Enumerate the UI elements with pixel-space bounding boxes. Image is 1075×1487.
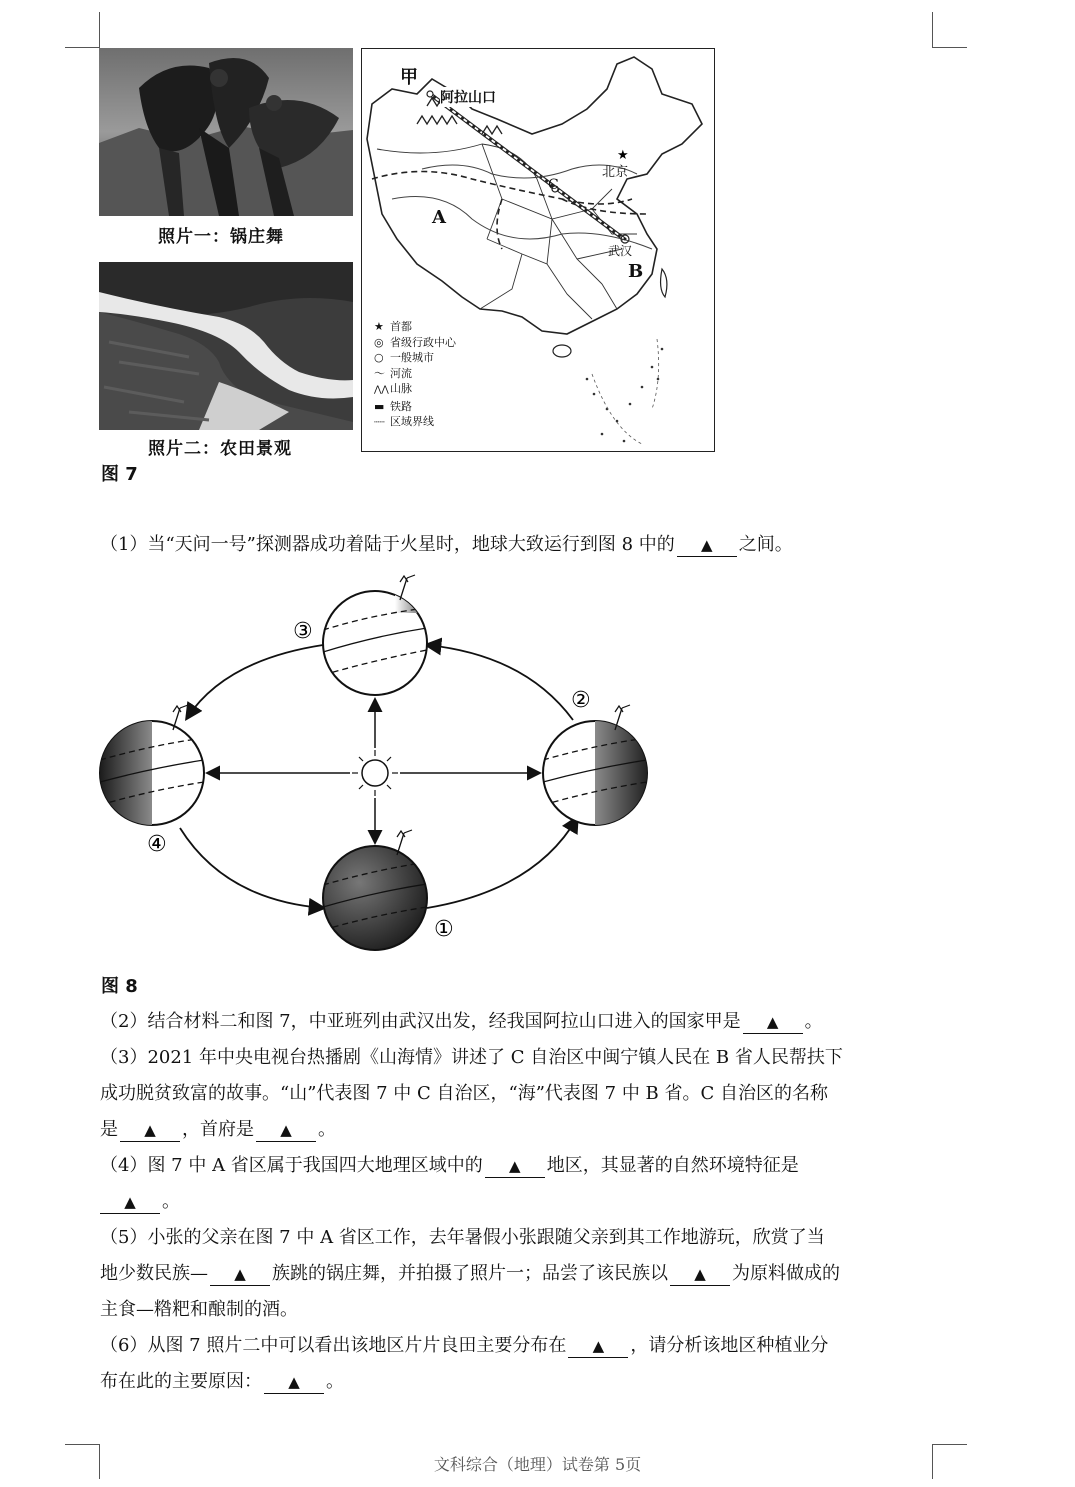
question-3-line2: 成功脱贫致富的故事。“山”代表图 7 中 C 自治区，“海”代表图 7 中 B 省。C 自治区的名称 [100, 1083, 828, 1104]
orbit-label-4: ④ [147, 832, 167, 857]
answer-blank-q6-location[interactable]: ▲ [568, 1335, 628, 1358]
question-5-line1: （5）小张的父亲在图 7 中 A 省区工作，去年暑假小张跟随父亲到其工作地游玩，欣赏了当 [100, 1227, 825, 1248]
corner-mark-bottom-right [932, 1444, 967, 1445]
river-icon: 〜 [374, 366, 385, 380]
orbit-label-2: ② [571, 688, 591, 713]
answer-blank-q5-ethnic[interactable]: ▲ [210, 1263, 270, 1286]
railway-icon: ▬ [374, 399, 385, 413]
answer-blank-q1[interactable]: ▲ [677, 534, 737, 557]
corner-mark-top-right [932, 47, 967, 48]
photo-guozhuang-dance [99, 48, 353, 216]
answer-blank-q2[interactable]: ▲ [743, 1011, 803, 1034]
earth-orbit-diagram [95, 570, 665, 960]
page-footer: 文科综合（地理）试卷第 5页 [433, 1455, 642, 1474]
map-label-wuhan: 武汉 [608, 244, 633, 258]
map-label-region-c: C [548, 177, 559, 193]
orbit-label-1: ① [434, 917, 454, 942]
map-label-region-a: A [432, 207, 446, 228]
legend-item-mountain: ⋀⋀山脉 [374, 381, 456, 399]
question-2: （2）结合材料二和图 7，中亚班列由武汉出发，经我国阿拉山口进入的国家甲是 ▲ 。 [100, 1011, 823, 1032]
map-label-region-b: B [628, 261, 644, 282]
legend-item-city: ○ 一般城市 [374, 351, 434, 364]
answer-blank-q4-feature[interactable]: ▲ [100, 1191, 160, 1214]
answer-blank-q5-ingredient[interactable]: ▲ [670, 1263, 730, 1286]
boundary-icon: ┄┄ [374, 418, 385, 428]
corner-mark-top-left-v [99, 12, 100, 47]
question-6-line2: 布在此的主要原因： ▲ 。 [100, 1371, 344, 1392]
legend-item-river: 〜 河流 [374, 366, 412, 380]
question-5-line2: 地少数民族— ▲ 族跳的锅庄舞，并拍摄了照片一；品尝了该民族以 ▲ 为原料做成的 [100, 1263, 840, 1284]
corner-mark-bottom-left [65, 1444, 100, 1445]
corner-mark-top-left [65, 47, 100, 48]
legend-item-provincial-center: ◎ 省级行政中心 [374, 335, 456, 349]
question-1: （1）当“天问一号”探测器成功着陆于火星时，地球大致运行到图 8 中的 ▲ 之间。 [100, 534, 793, 555]
map-legend [374, 319, 456, 432]
orbit-label-3: ③ [293, 619, 313, 644]
mountain-icon: ⋀⋀ [374, 385, 389, 395]
double-circle-icon: ◎ [374, 335, 384, 349]
svg-text:★: ★ [617, 148, 629, 163]
answer-blank-q6-reason[interactable]: ▲ [264, 1371, 324, 1394]
star-icon: ★ [374, 320, 384, 333]
question-5-line3: 主食—糌粑和酿制的酒。 [100, 1299, 298, 1320]
question-4-line1: （4）图 7 中 A 省区属于我国四大地理区域中的 ▲ 地区，其显著的自然环境特征是 [100, 1155, 799, 1176]
question-3-line3: 是 ▲ ，首府是 ▲ 。 [100, 1119, 336, 1140]
corner-mark-top-right-v [932, 12, 933, 47]
answer-blank-q3-capital[interactable]: ▲ [256, 1119, 316, 1142]
figure8-label: 图 8 [101, 976, 138, 997]
legend-item-boundary: ┄┄ 区域界线 [374, 414, 456, 432]
china-map [361, 48, 715, 452]
question-6-line1: （6）从图 7 照片二中可以看出该地区片片良田主要分布在 ▲ ，请分析该地区种植业分 [100, 1335, 829, 1356]
legend-item-capital: ★ 首都 [374, 320, 412, 333]
legend-item-railway: ▬ 铁路 [374, 399, 412, 413]
question-4-line2: ▲ 。 [100, 1184, 180, 1220]
question-3-line1: （3）2021 年中央电视台热播剧《山海情》讲述了 C 自治区中闽宁镇人民在 B 省人民帮扶下 [100, 1047, 843, 1068]
map-label-alashankou: 阿拉山口 [440, 87, 496, 107]
map-label-country-jia: 甲 [400, 67, 418, 88]
photo1-caption: 照片一：锅庄舞 [158, 227, 284, 247]
figure7-label: 图 7 [101, 464, 138, 485]
answer-blank-q4-region[interactable]: ▲ [485, 1155, 545, 1178]
circle-icon: ○ [374, 351, 384, 364]
answer-blank-q3-name[interactable]: ▲ [120, 1119, 180, 1142]
photo2-caption: 照片二：农田景观 [148, 439, 292, 459]
photo-farmland-landscape [99, 262, 353, 430]
map-label-beijing: 北京 [602, 165, 629, 180]
